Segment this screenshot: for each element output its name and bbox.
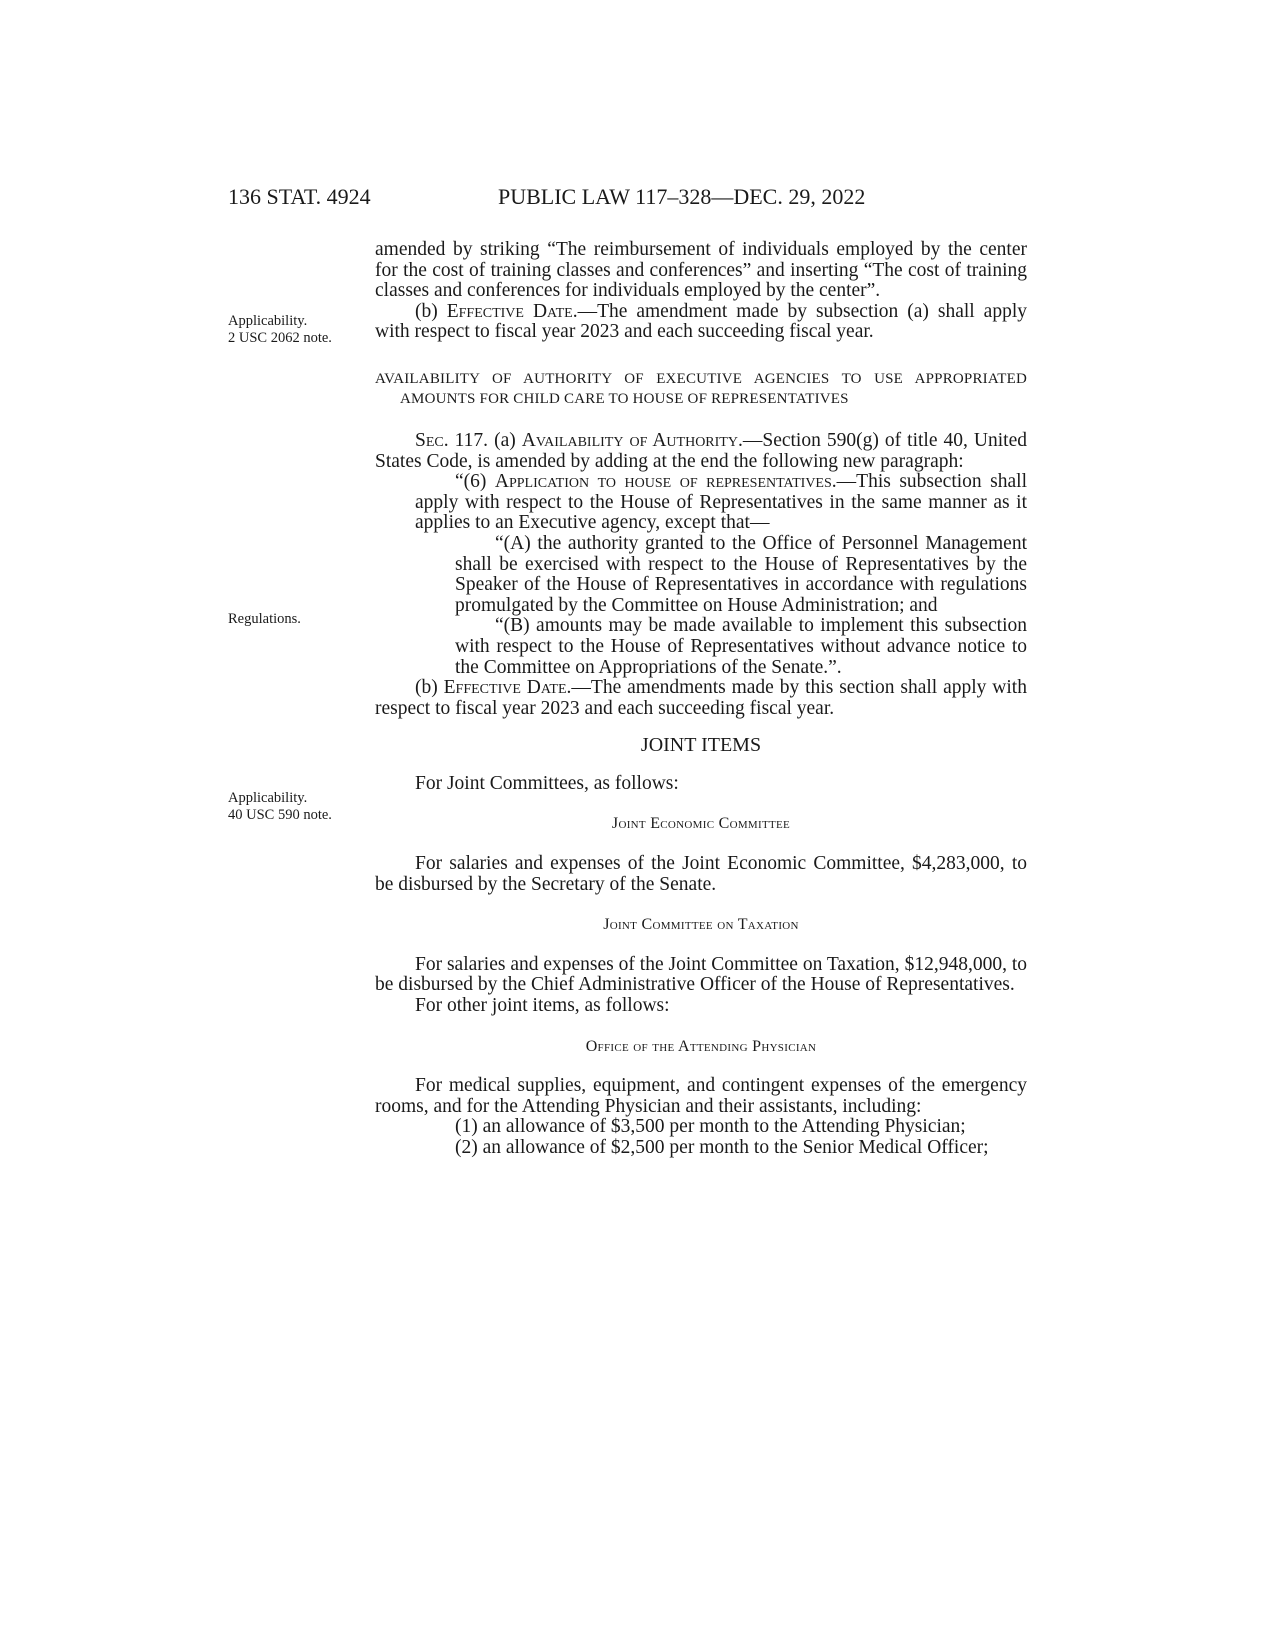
list-item-1: (1) an allowance of $3,500 per month to the Attending Physician; <box>455 1116 966 1138</box>
margin-note-regulations <box>228 611 301 628</box>
paragraph-text: .—The amendments made by this section shall apply with respect to fiscal year 2023 and each succeeding fiscal year. <box>375 677 1027 719</box>
effective-date-paragraph-2 <box>375 678 1027 719</box>
jct-heading: Joint Committee on Taxation <box>603 916 799 934</box>
paragraph-lead: “(6) <box>455 471 495 493</box>
joint-committees-intro: For Joint Committees, as follows: <box>415 772 679 794</box>
section-117-paragraph <box>375 431 1027 472</box>
margin-note-citation: 40 USC 590 note. <box>228 807 332 823</box>
section-text: .—Section 590(g) of title 40, United States Code, is amended by adding at the end the following new paragraph: <box>375 429 1028 472</box>
paragraph-lead: (b) <box>415 677 444 699</box>
section-label: Sec <box>415 429 444 451</box>
section-heading: AVAILABILITY OF AUTHORITY OF EXECUTIVE AGENCIES TO USE APPROPRIATED AMOUNTS FOR CHILD CARE TO HOUSE OF REPRESENTATIVES <box>375 370 1027 407</box>
margin-note-label: Applicability. <box>228 790 308 806</box>
margin-note-label: Applicability. <box>228 313 308 329</box>
subparagraph-a: “(A) the authority granted to the Office of Personnel Management shall be exercised with respect to the House of Representatives by the Speaker of the House of Representatives in accordance with regulations promulgated by the Committee on House Administration; and <box>455 532 1027 616</box>
effective-date-paragraph <box>375 302 1027 343</box>
jec-heading: Joint Economic Committee <box>611 815 791 833</box>
margin-note-applicability-590 <box>228 790 332 824</box>
document-body <box>375 240 1027 1159</box>
margin-note-applicability-2062 <box>228 313 332 347</box>
paragraph-text: .—This subsection shall apply with respect to the House of Representatives in the same manner as it applies to an Executive agency, except that— <box>415 471 1027 534</box>
paragraph-heading: Application to house of representatives <box>494 471 832 493</box>
joint-items-heading: JOINT ITEMS <box>640 734 762 757</box>
paragraph-6 <box>415 472 1027 534</box>
jec-text: For salaries and expenses of the Joint Economic Committee, $4,283,000, to be disbursed by the Secretary of the Senate. <box>375 853 1027 895</box>
subsection-heading: Availability of Authority <box>521 429 738 451</box>
margin-note-label: Regulations. <box>228 611 301 627</box>
section-number: . 117. (a) <box>443 429 522 451</box>
subparagraph-b: “(B) amounts may be made available to implement this subsection with respect to the House of Representatives without advance notice to the Committee on Appropriations of the Senate.”. <box>455 615 1027 678</box>
margin-note-citation: 2 USC 2062 note. <box>228 330 332 346</box>
amendment-text: amended by striking “The reimbursement of individuals employed by the center for the cost of training classes and conferences” and inserting “The cost of training classes and conferences for individuals employed by the center”. <box>375 239 1027 302</box>
page-reference: 136 STAT. 4924 <box>228 184 371 209</box>
paragraph-heading: Effective Date <box>443 677 567 699</box>
list-item-2: (2) an allowance of $2,500 per month to the Senior Medical Officer; <box>455 1137 989 1158</box>
page-header <box>228 184 1034 212</box>
paragraph-heading: Effective Date <box>446 300 573 322</box>
paragraph-text: .—The amendment made by subsection (a) shall apply with respect to fiscal year 2023 and each succeeding fiscal year. <box>375 300 1027 343</box>
paragraph-lead: (b) <box>415 300 447 322</box>
jct-text: For salaries and expenses of the Joint Committee on Taxation, $12,948,000, to be disbursed by the Chief Administrative Officer of the House of Representatives. <box>375 953 1027 996</box>
public-law-reference: PUBLIC LAW 117–328—DEC. 29, 2022 <box>498 184 866 209</box>
oap-text: For medical supplies, equipment, and contingent expenses of the emergency rooms, and for the Attending Physician and their assistants, including: <box>375 1075 1027 1117</box>
other-joint-items-intro: For other joint items, as follows: <box>415 995 670 1017</box>
oap-heading: Office of the Attending Physician <box>585 1037 817 1055</box>
